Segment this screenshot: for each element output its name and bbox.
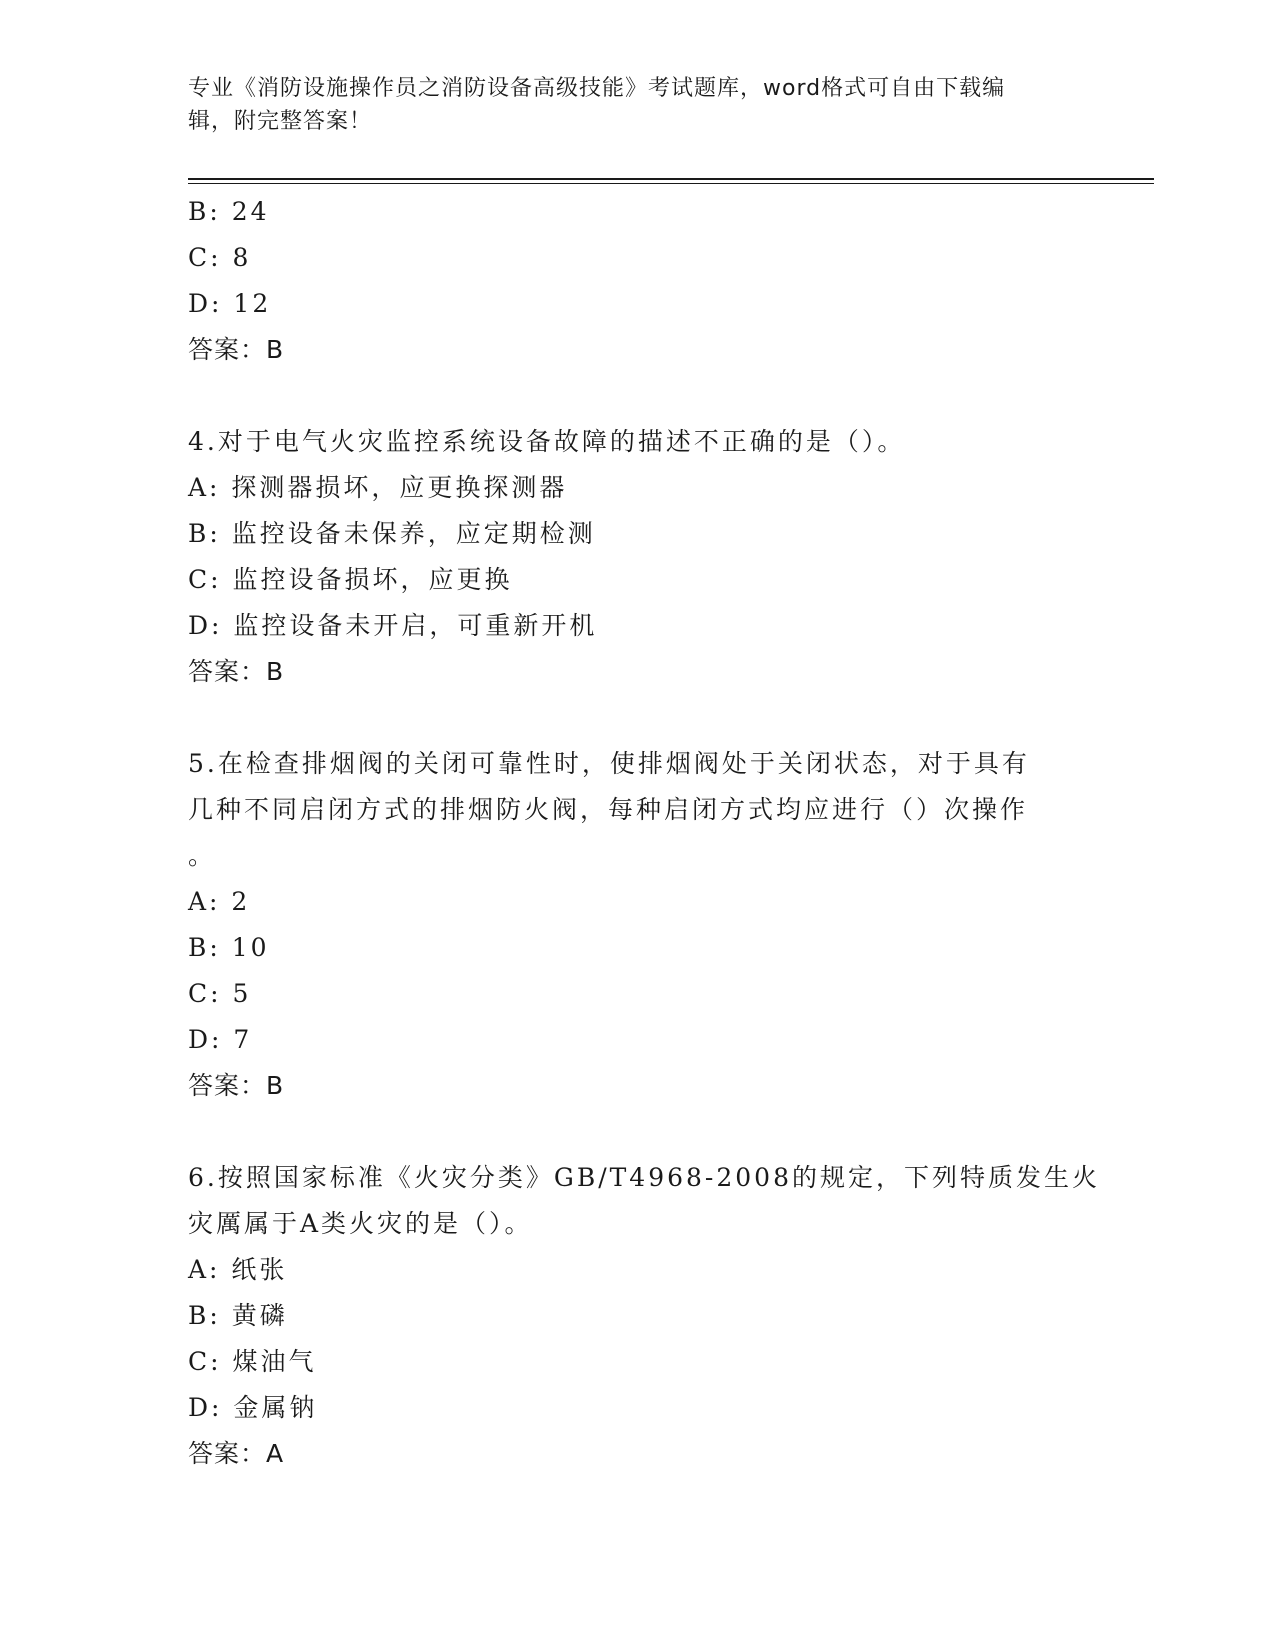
question-6 <box>188 1155 1100 1477</box>
option-c: C: 监控设备损坏，应更换 <box>188 565 513 594</box>
spacer <box>188 1109 1088 1155</box>
answer-line: 答案：B <box>188 1071 285 1100</box>
question-5 <box>188 741 1088 1109</box>
spacer <box>188 373 1088 419</box>
document-header <box>188 72 1068 138</box>
answer-line: 答案：A <box>188 1439 285 1468</box>
option-a: A: 探测器损坏，应更换探测器 <box>188 473 568 502</box>
question-3-continued <box>188 189 1088 373</box>
question-4 <box>188 419 1088 695</box>
header-divider-thick <box>188 178 1154 180</box>
option-c: C: 煤油气 <box>188 1347 317 1376</box>
question-list <box>188 189 1100 1477</box>
option-b: B: 10 <box>188 933 270 962</box>
answer-line: 答案：B <box>188 657 285 686</box>
stem-line: 。 <box>188 841 217 870</box>
stem-line: 几种不同启闭方式的排烟防火阀，每种启闭方式均应进行（）次操作 <box>188 795 1029 824</box>
question-stem <box>188 419 1068 465</box>
option-d: D: 7 <box>188 1025 253 1054</box>
stem-line: 灾厲属于A类火灾的是（）。 <box>188 1209 533 1238</box>
option-c: C: 8 <box>188 243 252 272</box>
option-d: D: 12 <box>188 289 272 318</box>
answer-line: 答案：B <box>188 335 285 364</box>
stem-line: 6.按照国家标准《火灾分类》GB/T4968-2008的规定，下列特质发生火 <box>188 1163 1100 1192</box>
option-b: B: 黄磷 <box>188 1301 288 1330</box>
question-stem <box>188 1155 1100 1247</box>
stem-line: 4.对于电气火灾监控系统设备故障的描述不正确的是（）。 <box>188 427 906 456</box>
question-stem <box>188 741 1068 879</box>
header-line-2: 辑，附完整答案！ <box>188 109 373 134</box>
spacer <box>188 695 1088 741</box>
header-line-1: 专业《消防设施操作员之消防设备高级技能》考试题库，word格式可自由下载编 <box>188 76 1006 101</box>
option-d: D: 监控设备未开启，可重新开机 <box>188 611 598 640</box>
option-a: A: 2 <box>188 887 251 916</box>
header-divider-thin <box>188 183 1154 184</box>
stem-line: 5.在检查排烟阀的关闭可靠性时，使排烟阀处于关闭状态，对于具有 <box>188 749 1030 778</box>
option-c: C: 5 <box>188 979 252 1008</box>
option-d: D: 金属钠 <box>188 1393 318 1422</box>
option-b: B: 24 <box>188 197 270 226</box>
option-a: A: 纸张 <box>188 1255 288 1284</box>
option-b: B: 监控设备未保养，应定期检测 <box>188 519 596 548</box>
